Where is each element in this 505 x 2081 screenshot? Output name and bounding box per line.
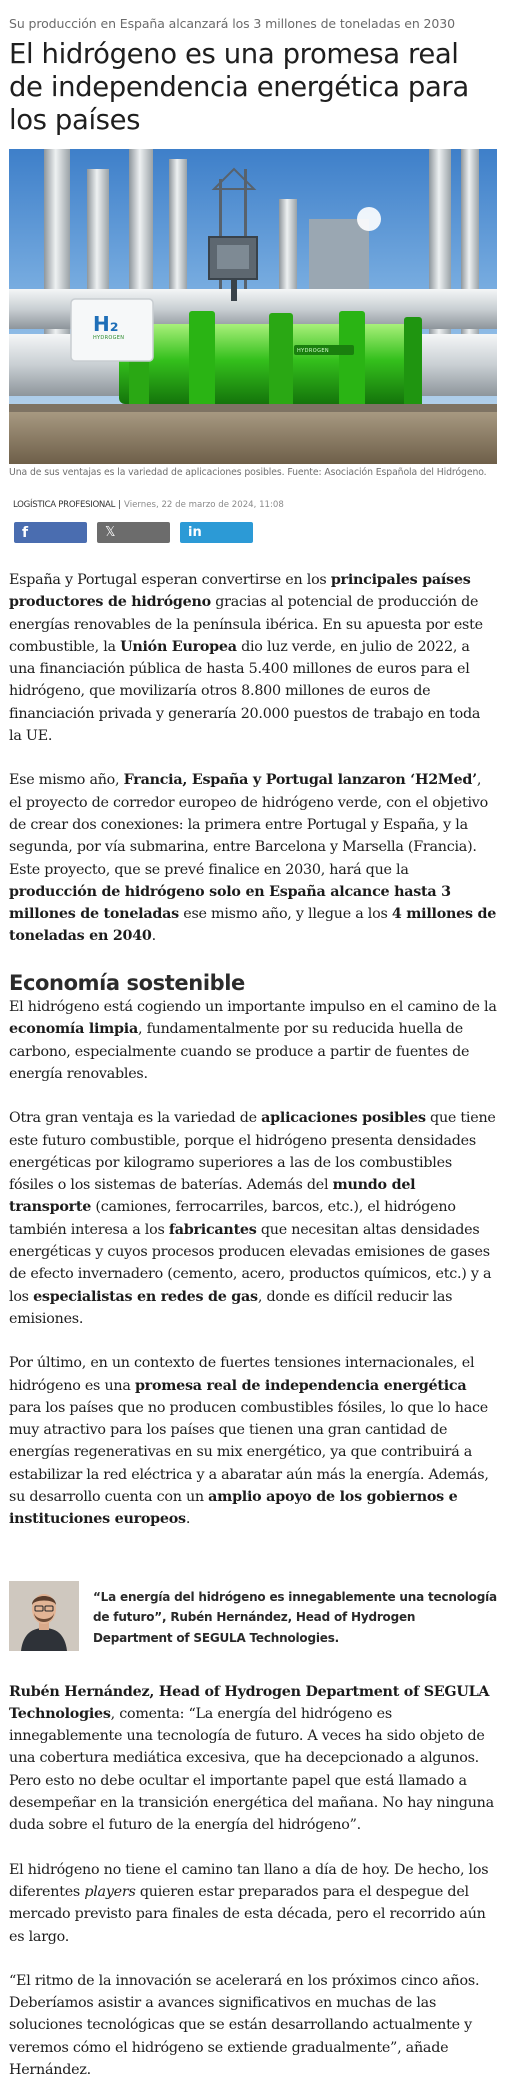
article-body [9,569,497,2081]
share-twitter-button[interactable] [97,522,170,543]
image-caption: Una de sus ventajas es la variedad de aplicaciones posibles. Fuente: Asociación Española del Hidrógeno. [9,467,487,478]
bold-span: Rubén Hernández, Head of Hydrogen Department of SEGULA Technologies [9,1683,490,1722]
text-span: ese mismo año, y llegue a los [178,906,392,923]
text-span: que tiene este futuro combustible, porque el hidrógeno presenta densidades energéticas por kilogramo superiores a las de los combustibles fósiles o los sistemas de baterías. Además del [9,1110,496,1194]
byline-date: Viernes, 22 de marzo de 2024, 11:08 [124,500,284,510]
text-span: El hidrógeno no tiene el camino tan llano a día de hoy. De hecho, los diferentes [9,1861,489,1900]
bold-span: 4 millones de toneladas en 2040 [9,906,497,945]
byline [9,500,497,510]
paragraph-1 [9,569,497,747]
h2-badge-sub: HYDROGEN [93,335,125,341]
x-twitter-icon: 𝕏 [105,525,116,540]
paragraph-8: “El ritmo de la innovación se acelerará en los próximos cinco años. Deberíamos asistir a avances significativos en muchas de las soluciones tecnológicas que se están desarrollando actualmente y veremos cómo el hidrógeno se extiende gradualmente”, añade Hernández. [9,1972,480,2079]
bold-span: principales países productores de hidrógeno [9,572,471,611]
bold-span: Francia, España y Portugal lanzaron ‘H2Med’ [123,772,477,789]
byline-source[interactable]: LOGÍSTICA PROFESIONAL [13,500,116,510]
h2-badge-text: H₂ [93,312,119,336]
text-span: , comenta: “La energía del hidrógeno es innegablemente una tecnología de futuro. A veces ha sido objeto de una cobertura mediática excesiva, que ha decepcionado a algunos. Pero esto no debe ocultar el importante papel que está llamado a desempeñar en la transición energética del mañana. No hay ninguna duda sobre el futuro de la energía del hidrógeno”. [9,1705,494,1834]
text-span: , donde es difícil reducir las emisiones. [9,1288,453,1327]
italic-span: players [84,1883,136,1900]
paragraph-7 [9,1859,497,1948]
text-span: quieren estar preparados para el despegue del mercado previsto para finales de esta década, pero el recorrido aún es largo. [9,1883,486,1945]
bold-span: promesa real de independencia energética [134,1377,467,1394]
paragraph-3 [9,996,497,1085]
bold-span: economía limpia [9,1021,138,1038]
text-span: , fundamentalmente por su reducida huella de carbono, especialmente cuando se produce a partir de fuentes de energía renovables. [9,1021,470,1082]
article-kicker: Su producción en España alcanzará los 3 millones de toneladas en 2030 [9,16,455,31]
bold-span: amplio apoyo de los gobiernos e instituciones europeos [9,1488,458,1528]
section-heading: Economía sostenible [9,970,245,995]
bold-span: especialistas en redes de gas [33,1288,258,1305]
h2-badge [93,313,143,341]
facebook-icon: f [22,524,29,541]
article-page [0,15,505,2081]
text-span: dio luz verde, en julio de 2022, a una financiación pública de hasta 5.400 millones de euros para el hidrógeno, que movilizaría otros 8.800 millones de euros de financiación privada y generaría 20.000 puestos de trabajo en toda la UE. [9,638,481,745]
text-span: (camiones, ferrocarriles, barcos, etc.), el hidrógeno también interesa a los [9,1199,456,1238]
text-span: . [151,928,156,945]
bold-span: fabricantes [168,1221,257,1238]
paragraph-5 [9,1352,497,1530]
pull-quote-block [9,1581,497,1651]
person-portrait-icon [9,1581,79,1651]
text-span: , el proyecto de corredor europeo de hidrógeno verde, con el objetivo de crear dos conexiones: la primera entre Portugal y España, y la segunda, por vía submarina, entre Barcelona y Marsella (Francia). Este proyecto, que se prevé finalice en 2030, hará que la [9,772,488,878]
text-span: que necesitan altas densidades energéticas y cuyos procesos producen elevadas emisiones de gases de efecto invernadero (cemento, acero, productos químicos, etc.) y a los [9,1221,492,1305]
pipe-label: HYDROGEN [297,348,330,354]
text-span: Otra gran ventaja es la variedad de [9,1110,262,1127]
byline-separator: | [118,500,122,510]
share-facebook-button[interactable] [14,522,87,543]
avatar [9,1581,79,1651]
bold-span: aplicaciones posibles [261,1110,426,1127]
article-title: El hidrógeno es una promesa real de independencia energética para los países [9,38,469,136]
bold-span: producción de hidrógeno solo en España alcance hasta 3 millones de toneladas [9,883,451,923]
text-span: El hidrógeno está cogiendo un importante impulso en el camino de la [9,999,497,1016]
pull-quote-text: “La energía del hidrógeno es innegablemente una tecnología de futuro”, Rubén Hernández, Head of Hydrogen Department of SEGULA Technologies. [93,1589,497,1645]
share-linkedin-button[interactable] [180,522,253,543]
paragraph-6 [9,1681,497,1837]
share-bar [9,522,497,543]
hydrogen-plant-illustration [9,149,497,464]
linkedin-icon: in [188,525,202,540]
paragraph-2 [9,769,497,947]
paragraph-4 [9,1107,497,1330]
bold-span: Unión Europea [120,638,237,655]
bold-span: mundo del transporte [9,1177,416,1216]
text-span: España y Portugal esperan convertirse en los [9,572,331,588]
text-span: . [185,1511,191,1528]
text-span: gracias al potencial de producción de energías renovables de la península ibérica. En su apuesta por este combustible, la [9,594,483,655]
text-span: para los países que no producen combustibles fósiles, lo que lo hace muy atractivo para los países que tienen una gran cantidad de energías regenerativas en su mix energético, ya que contribuirá a estabilizar la red eléctrica y a abaratar aún más la energía. Además, su desarrollo cuenta con un [9,1399,489,1505]
hero-image [9,149,497,464]
text-span: Ese mismo año, [9,772,124,789]
text-span: Por último, en un contexto de fuertes tensiones internacionales, el hidrógeno es una [9,1355,475,1394]
